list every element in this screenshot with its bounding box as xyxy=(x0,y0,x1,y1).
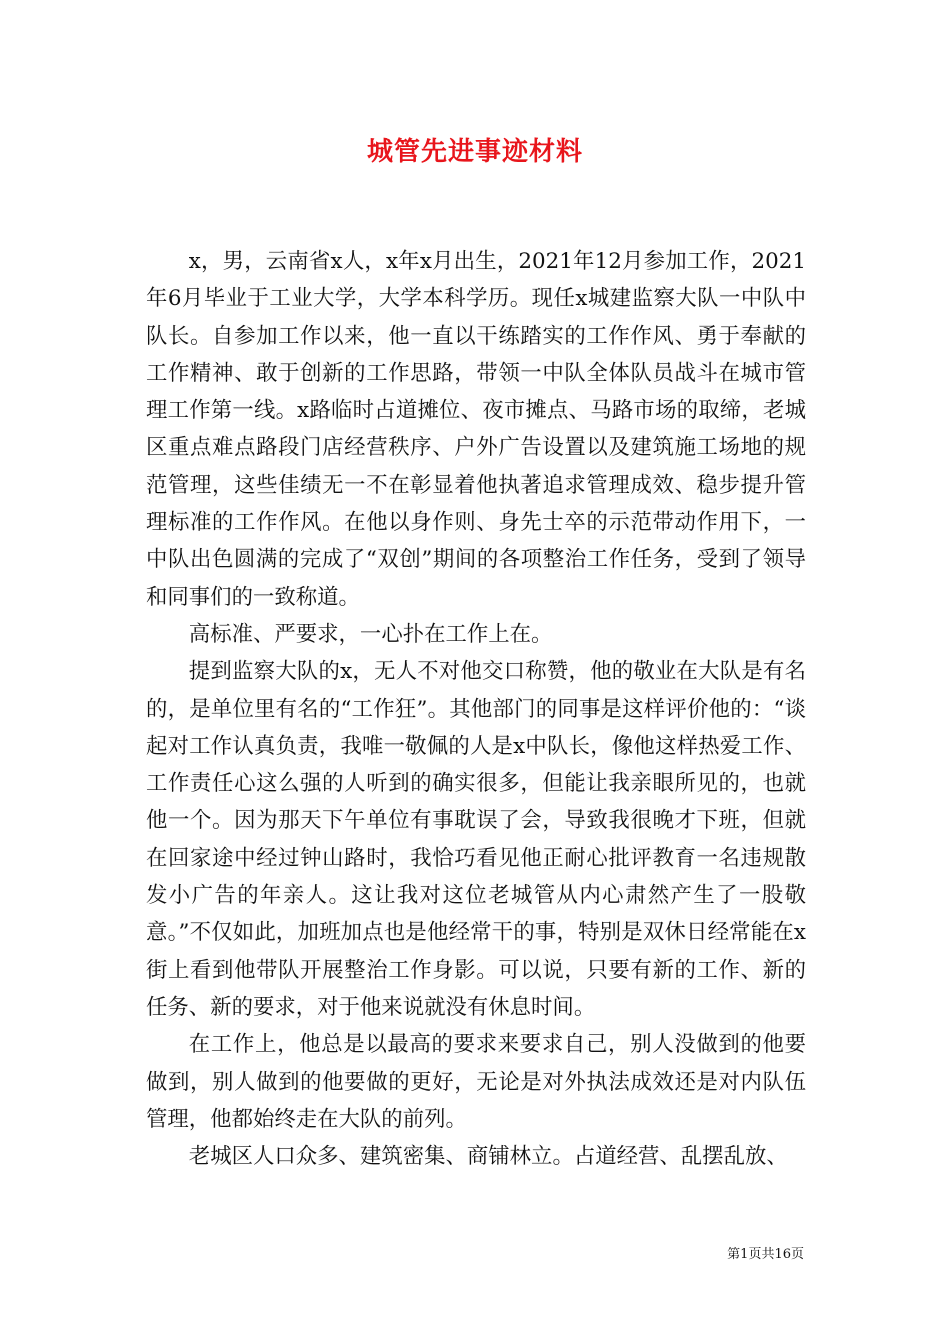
page-number: 第1页共16页 xyxy=(727,1247,804,1262)
paragraph-5: 老城区人口众多、建筑密集、商铺林立。占道经营、乱摆乱放、 xyxy=(188,1144,788,1170)
paragraph-4: 在工作上，他总是以最高的要求来要求自己，别人没做到的他要做到，别人做到的他要做的更好，无论是对外执法成效还是对内队伍管理，他都始终走在大队的前列。 xyxy=(146,1032,806,1132)
paragraph-1: x，男，云南省x人，x年x月出生，2021年12月参加工作，2021年6月毕业于工业大学，大学本科学历。现任x城建监察大队一中队中队长。自参加工作以来，他一直以干练踏实的工作作风、勇于奉献的工作精神、敢于创新的工作思路，带领一中队全体队员战斗在城市管理工作第一线。x路临时占道摊位、夜市摊点、马路市场的取缔，老城区重点难点路段门店经营秩序、户外广告设置以及建筑施工场地的规范管理，这些佳绩无一不在彰显着他执著追求管理成效、稳步提升管理标准的工作作风。在他以身作则、身先士卒的示范带动作用下，一中队出色圆满的完成了“双创”期间的各项整治工作任务，受到了领导和同事们的一致称道。 xyxy=(146,249,806,610)
paragraph-2: 高标准、严要求，一心扑在工作上在。 xyxy=(188,621,553,647)
document-title: 城管先进事迹材料 xyxy=(366,137,583,167)
document-body xyxy=(146,243,806,1175)
paragraph-3: 提到监察大队的x，无人不对他交口称赞，他的敬业在大队是有名的，是单位里有名的“工作狂”。其他部门的同事是这样评价他的：“谈起对工作认真负责，我唯一敬佩的人是x中队长，像他这样热爱工作、工作责任心这么强的人听到的确实很多，但能让我亲眼所见的，也就他一个。因为那天下午单位有事耽误了会，导致我很晚才下班，但就在回家途中经过钟山路时，我恰巧看见他正耐心批评教育一名违规散发小广告的年亲人。这让我对这位老城管从内心肃然产生了一股敬意。”不仅如此，加班加点也是他经常干的事，特别是双休日经常能在x街上看到他带队开展整治工作身影。可以说，只要有新的工作、新的任务、新的要求，对于他来说就没有休息时间。 xyxy=(146,659,806,1020)
